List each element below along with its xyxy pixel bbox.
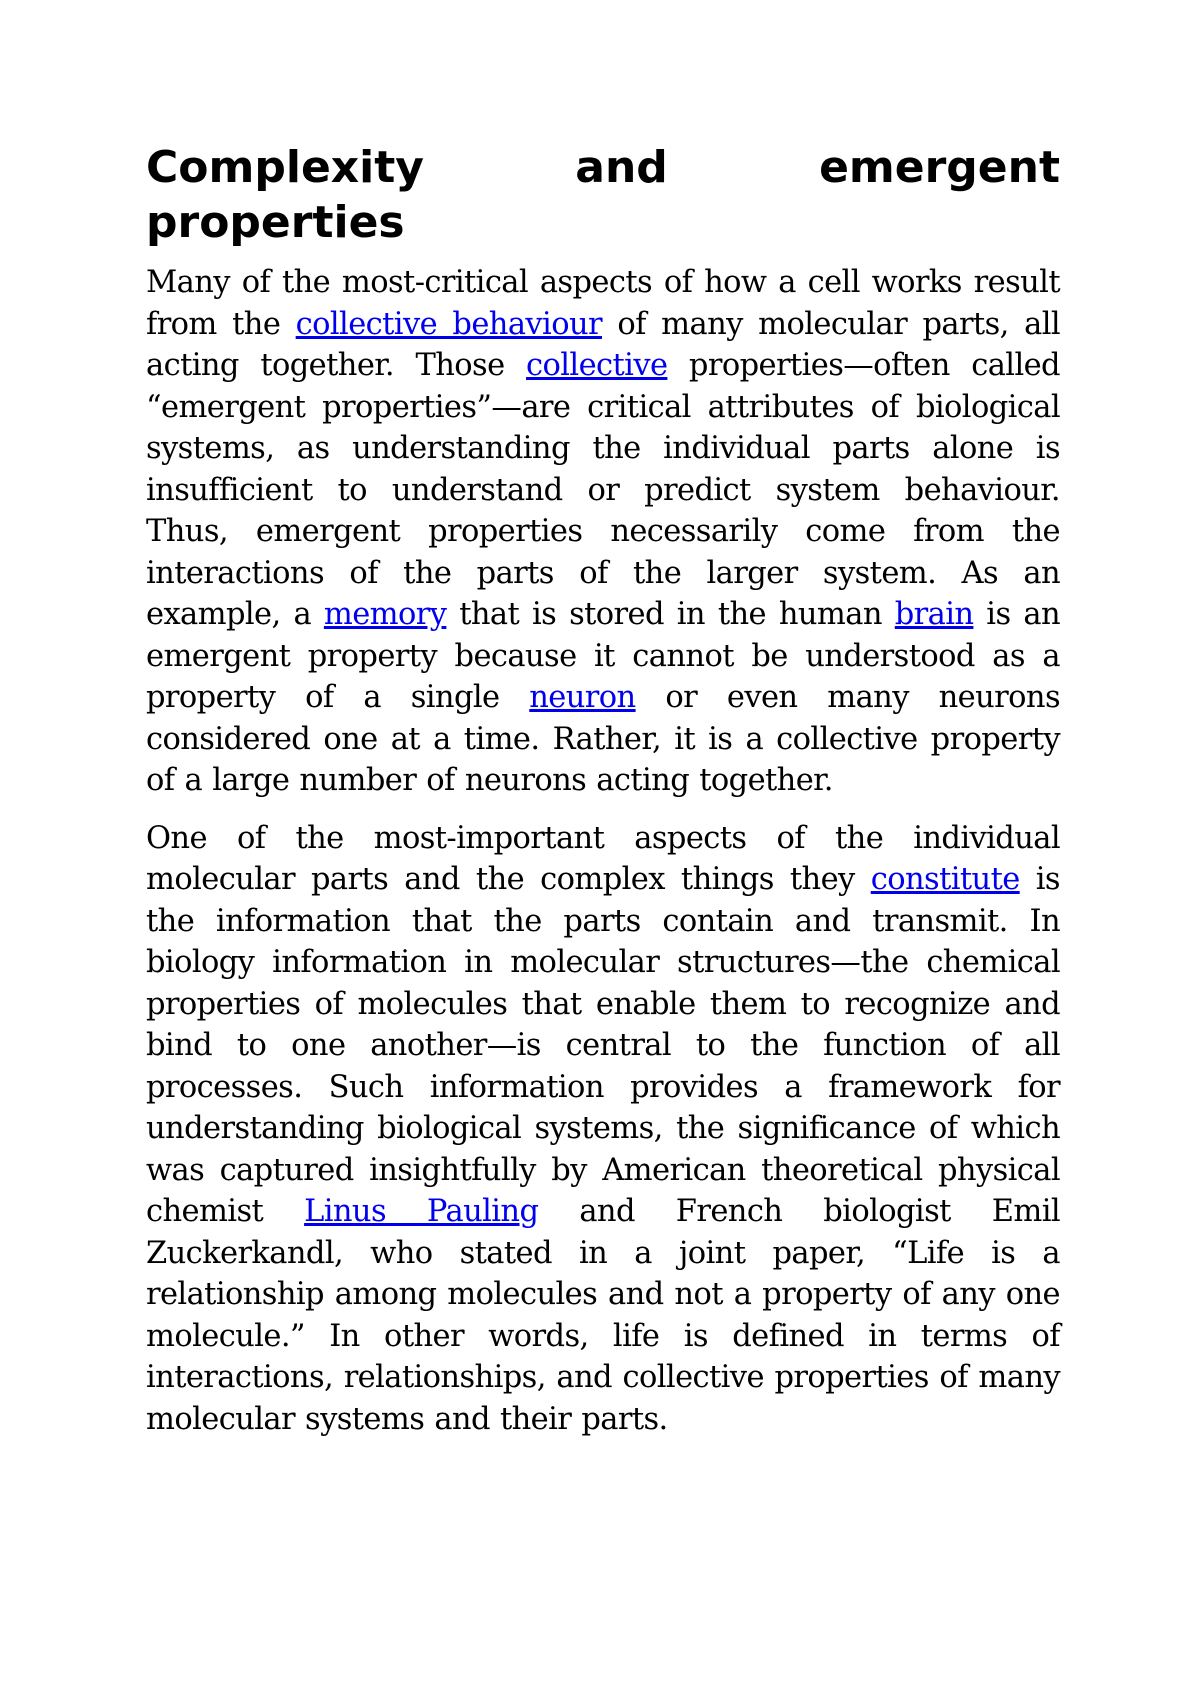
text-run: is an emergent property because it cannot be understood as a property of a single	[146, 597, 1060, 715]
link-neuron[interactable]: neuron	[529, 680, 636, 715]
link-constitute[interactable]: constitute	[870, 862, 1020, 897]
text-run: Many of the most-critical aspects of how a cell works result from the	[146, 265, 1060, 342]
text-run: is the information that the parts contain and transmit. In biology information in molecular structures—the chemical properties of molecules that enable them to recognize and bind to one another—is central to the function of all processes. Such information provides a framework for understanding biological systems, the significance of which was captured insightfully by American theoretical physical chemist	[146, 862, 1060, 1229]
link-brain[interactable]: brain	[894, 597, 974, 632]
text-run: that is stored in the human	[446, 597, 895, 632]
link-collective-behaviour[interactable]: collective behaviour	[295, 306, 602, 342]
paragraph-2	[146, 818, 1060, 1441]
paragraph-1	[146, 262, 1060, 802]
text-run: or even many neurons considered one at a time. Rather, it is a collective property of a large number of neurons acting together.	[146, 680, 1060, 798]
page-title: Complexity and emergent properties	[146, 142, 1060, 248]
text-run: One of the most-important aspects of the individual molecular parts and the complex things they	[146, 820, 1060, 897]
text-run: and French biologist Emil Zuckerkandl, who stated in a joint paper, “Life is a relationship among molecules and not a property of any one molecule.” In other words, life is defined in terms of interactions, relationships, and collective properties of many molecular systems and their parts.	[146, 1194, 1060, 1437]
text-run: of many molecular parts, all acting together. Those	[146, 306, 1061, 383]
link-collective[interactable]: collective	[526, 348, 668, 383]
link-linus-pauling[interactable]: Linus Pauling	[304, 1194, 539, 1229]
text-run: properties—often called “emergent properties”—are critical attributes of biological systems, as understanding the individual parts alone is insufficient to understand or predict system behaviour. Thus, emergent properties necessarily come from the interactions of the parts of the larger system. As an example, a	[146, 348, 1060, 632]
link-memory[interactable]: memory	[323, 597, 447, 632]
document-page	[146, 140, 1060, 1456]
